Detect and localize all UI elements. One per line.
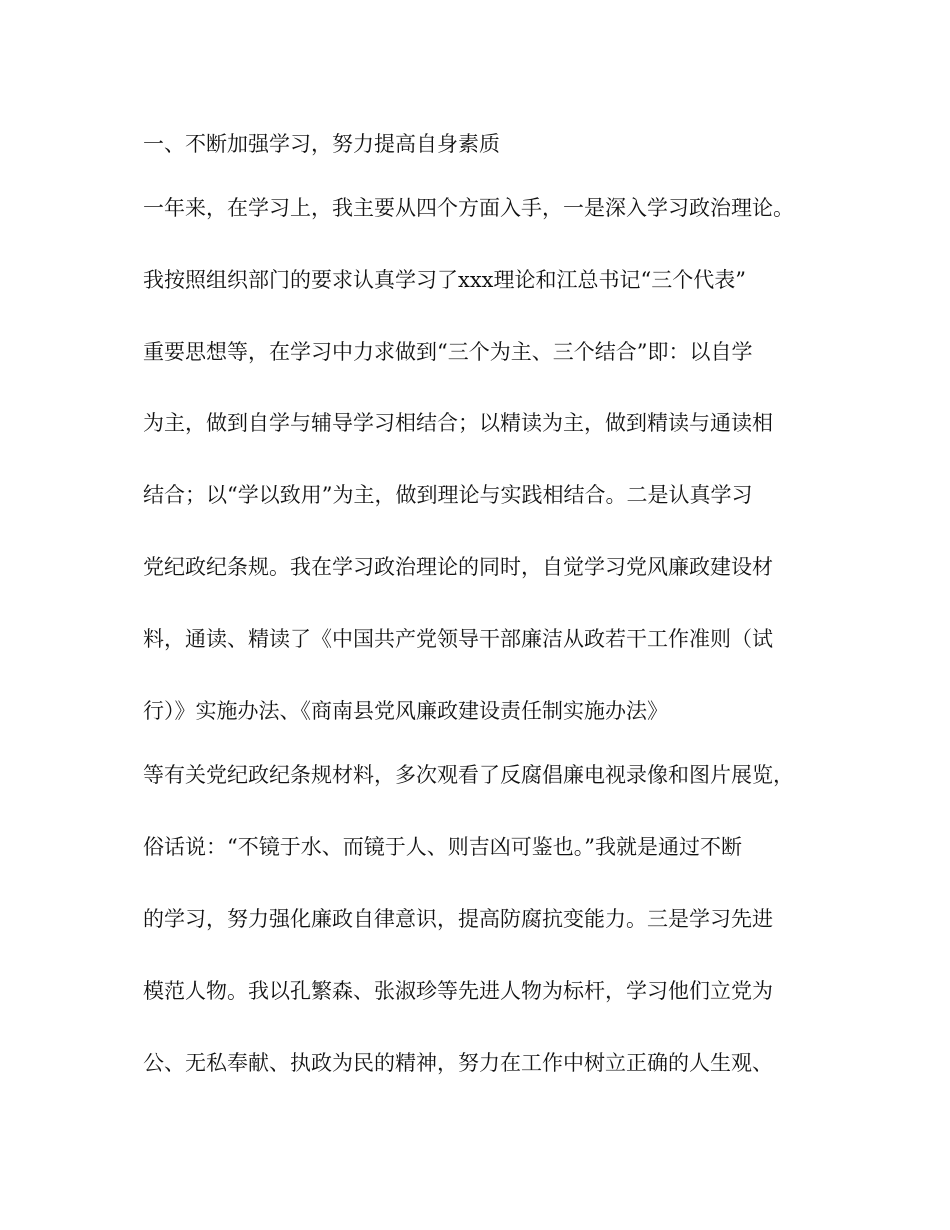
body-line-8: 行）》实施办法、《商南县党风廉政建设责任制实施办法》: [143, 699, 668, 723]
body-line-5: 结合；以“学以致用”为主，做到理论与实践相结合。二是认真学习: [143, 483, 753, 507]
body-line-7: 料，通读、精读了《中国共产党领导干部廉洁从政若干工作准则（试: [143, 627, 773, 651]
body-line-13: 公、无私奉献、执政为民的精神，努力在工作中树立正确的人生观、: [143, 1051, 773, 1075]
body-line-11: 的学习，努力强化廉政自律意识，提高防腐抗变能力。三是学习先进: [143, 907, 773, 931]
body-line-2: 我按照组织部门的要求认真学习了xxx理论和江总书记“三个代表”: [143, 268, 746, 292]
body-line-3: 重要思想等，在学习中力求做到“三个为主、三个结合”即：以自学: [143, 340, 753, 364]
body-line-9: 等有关党纪政纪条规材料，多次观看了反腐倡廉电视录像和图片展览，: [143, 763, 794, 787]
body-line-4: 为主，做到自学与辅导学习相结合；以精读为主，做到精读与通读相: [143, 411, 773, 435]
body-line-1: 一年来，在学习上，我主要从四个方面入手，一是深入学习政治理论。: [143, 196, 794, 220]
body-line-6: 党纪政纪条规。我在学习政治理论的同时，自觉学习党风廉政建设材: [143, 555, 773, 579]
body-line-12: 模范人物。我以孔繁森、张淑珍等先进人物为标杆，学习他们立党为: [143, 979, 773, 1003]
body-line-10: 俗话说：“不镜于水、而镜于人、则吉凶可鉴也。”我就是通过不断: [143, 835, 742, 859]
section-heading: 一、不断加强学习，努力提高自身素质: [143, 132, 500, 156]
